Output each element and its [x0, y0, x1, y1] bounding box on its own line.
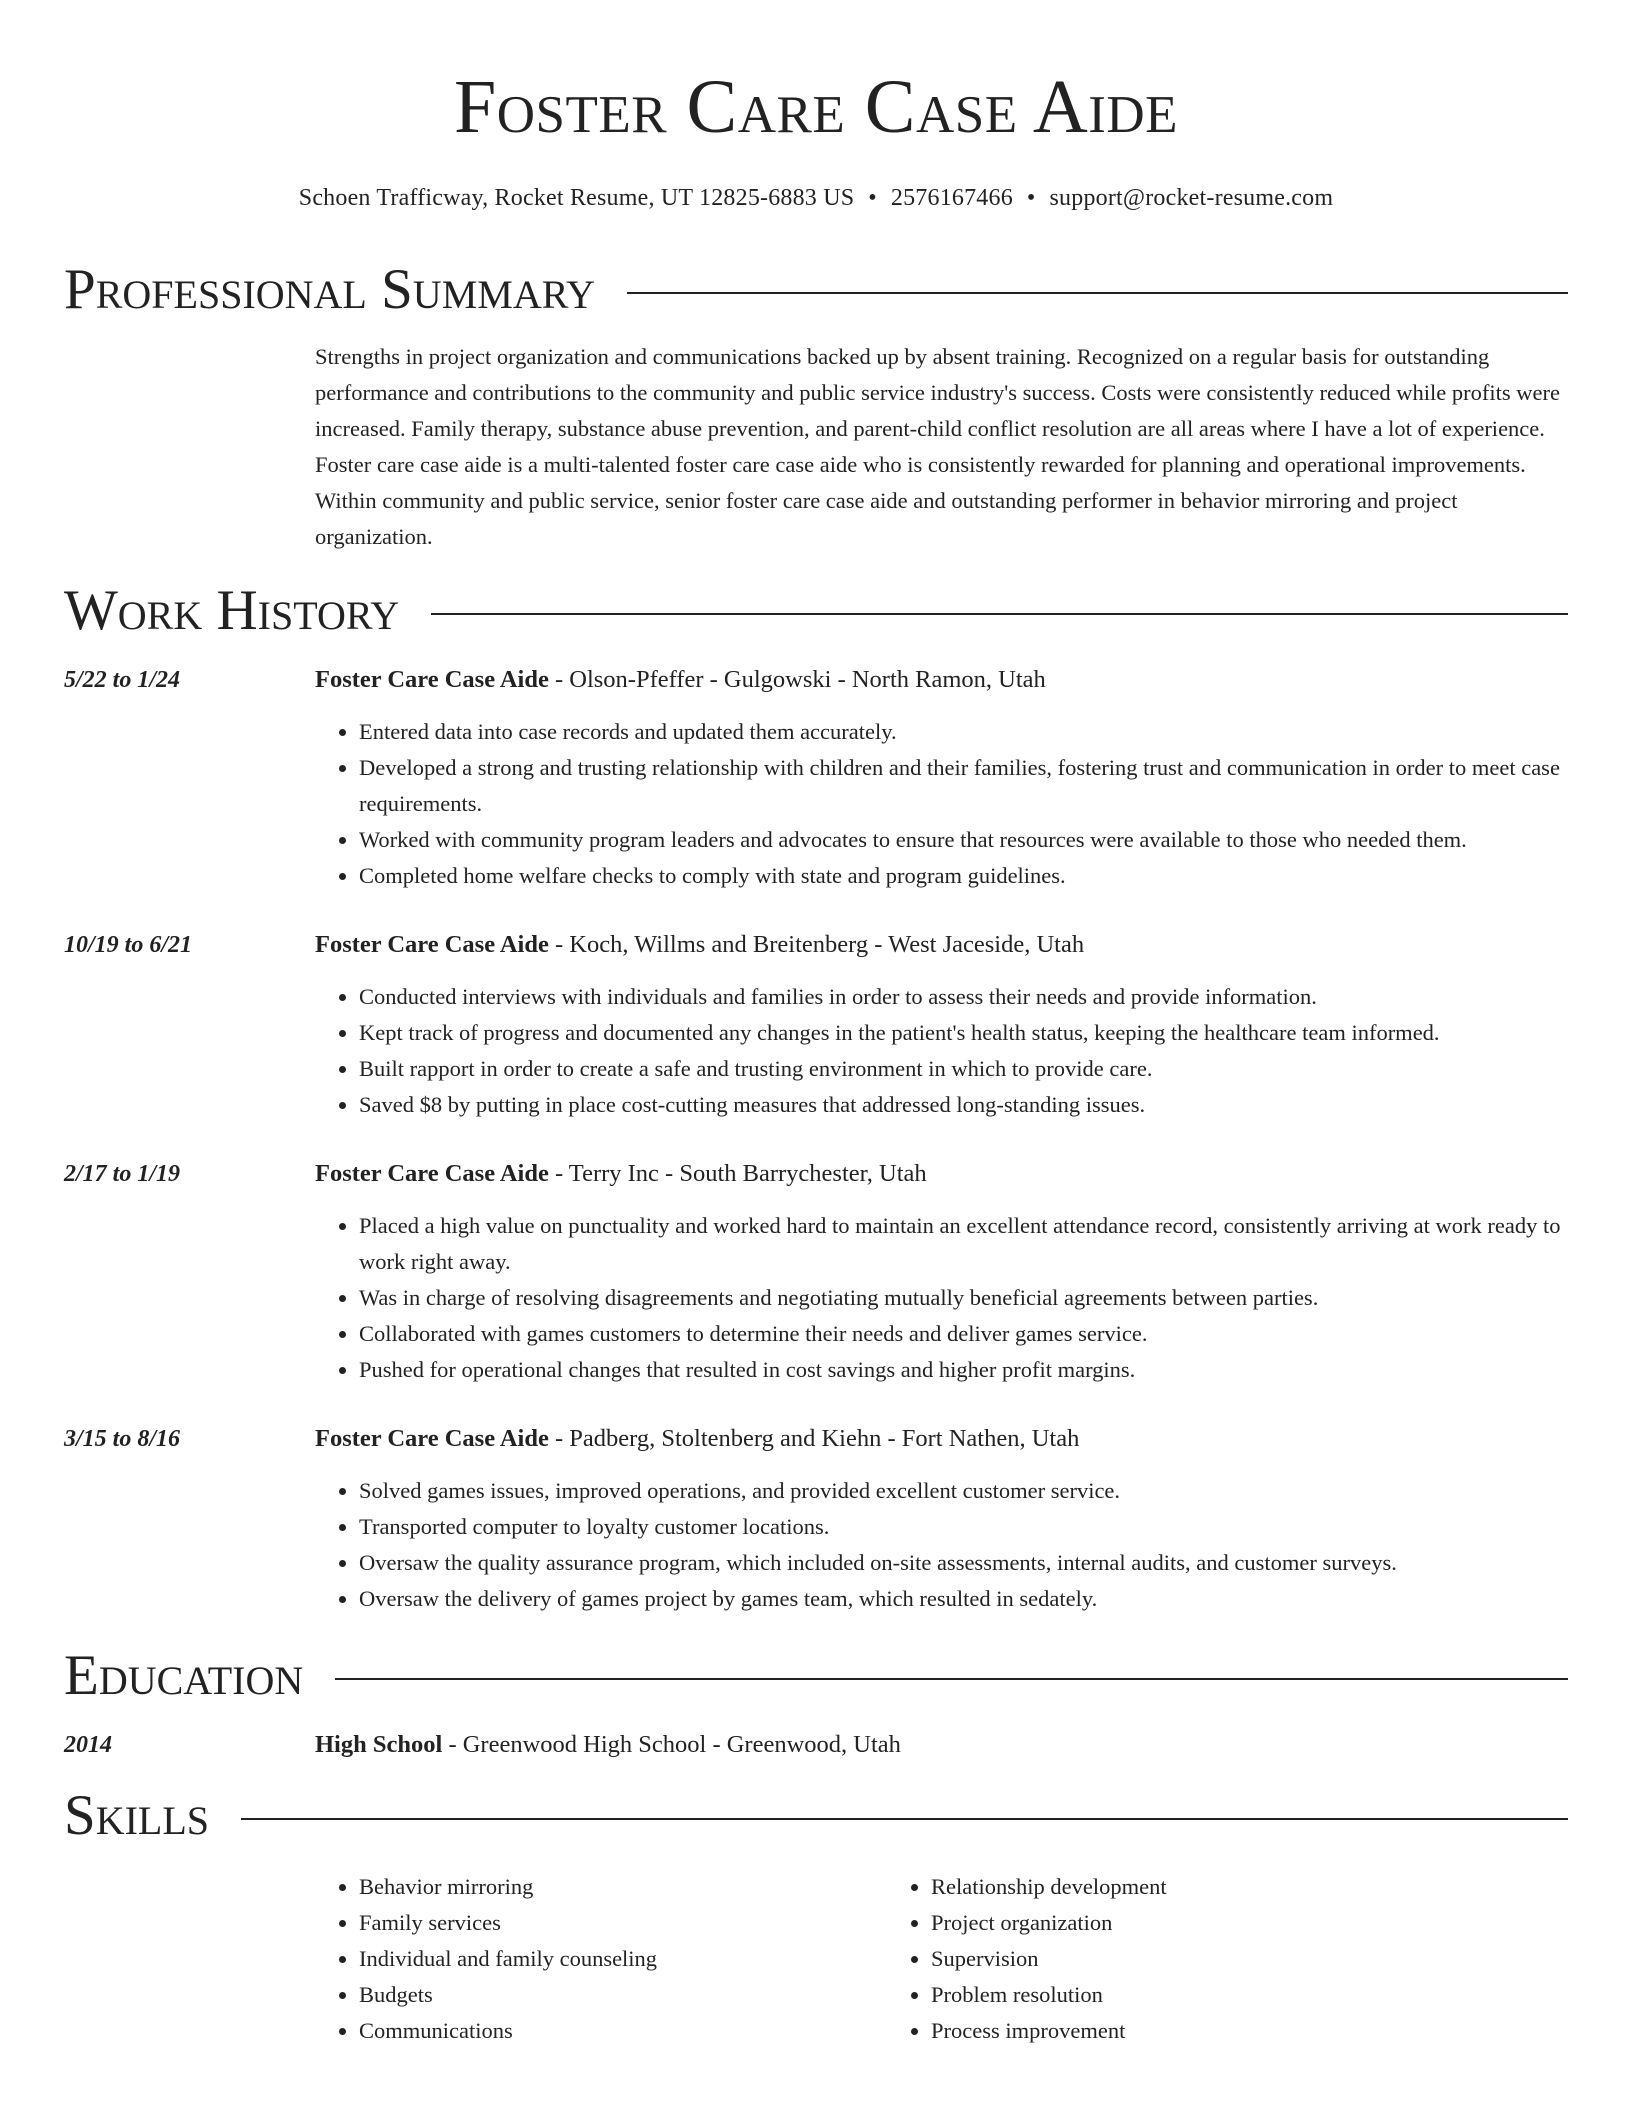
education-school: - Greenwood High School - Greenwood, Utah — [442, 1731, 901, 1758]
job-bullet: • Pushed for operational changes that resulted in cost savings and higher profit margins. — [359, 1352, 1568, 1388]
job-role: Foster Care Case Aide — [315, 1425, 549, 1452]
skills-column-left — [315, 1869, 887, 2049]
contact-separator: • — [1026, 185, 1036, 211]
contact-separator: • — [868, 185, 877, 211]
skill-item: • Communications — [359, 2013, 887, 2049]
skills-list — [315, 1869, 1568, 2049]
job-heading — [315, 1421, 1568, 1457]
job-heading — [315, 927, 1568, 963]
contact-line — [64, 182, 1568, 214]
summary-paragraph: Strengths in project organization and communications backed up by absent training. Recognized on a regular basis for outstanding performance and contributions to the community and public service industry's success. Costs were consistently reduced while profits were increased. Family therapy, substance abuse prevention, and parent-child conflict resolution are all areas where I have a lot of experience. Foster care case aide is a multi-talented foster care case aide who is consistently rewarded for planning and operational improvements. Within community and public service, senior foster care case aide and outstanding performer in behavior mirroring and project organization. — [315, 344, 1560, 549]
job-bullet: • Was in charge of resolving disagreements and negotiating mutually beneficial agreements between parties. — [359, 1280, 1568, 1316]
section-divider — [627, 292, 1568, 294]
job-bullet: • Placed a high value on punctuality and worked hard to maintain an excellent attendance record, consistently arriving at work ready to work right away. — [359, 1208, 1568, 1280]
skill-item: • Family services — [359, 1905, 887, 1941]
job-bullet: • Completed home welfare checks to comply with state and program guidelines. — [359, 858, 1568, 894]
job-employer: - Olson-Pfeffer - Gulgowski - North Ramon, Utah — [548, 666, 1046, 693]
job-bullet: • Built rapport in order to create a safe and trusting environment in which to provide care. — [359, 1051, 1568, 1087]
job-bullet: • Entered data into case records and updated them accurately. — [359, 714, 1568, 750]
job-entry — [64, 1156, 1568, 1388]
job-heading — [315, 662, 1568, 698]
job-bullet: • Transported computer to loyalty customer locations. — [359, 1509, 1568, 1545]
job-bullets — [315, 1208, 1568, 1388]
contact-email: support@rocket-resume.com — [1049, 185, 1334, 211]
education-heading — [315, 1727, 1568, 1763]
job-bullet: • Solved games issues, improved operations, and provided excellent customer service. — [359, 1473, 1568, 1509]
job-employer: - Koch, Willms and Breitenberg - West Jaceside, Utah — [548, 931, 1085, 958]
section-heading-education — [64, 1643, 1568, 1709]
job-bullet: • Oversaw the delivery of games project by games team, which resulted in sedately. — [359, 1581, 1568, 1617]
education-entry — [64, 1727, 1568, 1763]
job-role: Foster Care Case Aide — [315, 1160, 549, 1187]
job-bullet: • Kept track of progress and documented any changes in the patient's health status, keeping the healthcare team informed. — [359, 1015, 1568, 1051]
section-heading-skills — [64, 1783, 1568, 1849]
job-employer: - Padberg, Stoltenberg and Kiehn - Fort Nathen, Utah — [548, 1425, 1080, 1452]
section-title: Skills — [64, 1784, 210, 1847]
job-bullet: • Collaborated with games customers to determine their needs and deliver games service. — [359, 1316, 1568, 1352]
section-divider — [241, 1818, 1568, 1820]
skill-item: • Problem resolution — [931, 1977, 1459, 2013]
job-bullets — [315, 979, 1568, 1123]
job-dates: 10/19 to 6/21 — [64, 932, 193, 958]
skill-item: • Budgets — [359, 1977, 887, 2013]
skills-column-right — [887, 1869, 1459, 2049]
job-entry — [64, 927, 1568, 1123]
job-dates: 2/17 to 1/19 — [64, 1161, 181, 1187]
job-heading — [315, 1156, 1568, 1192]
contact-address: Schoen Trafficway, Rocket Resume, UT 12825-6883 US — [298, 185, 855, 211]
contact-phone: 2576167466 — [890, 185, 1013, 211]
job-entry — [64, 662, 1568, 894]
job-role: Foster Care Case Aide — [315, 931, 549, 958]
skill-item: • Process improvement — [931, 2013, 1459, 2049]
job-entry — [64, 1421, 1568, 1617]
job-bullet: • Oversaw the quality assurance program, which included on-site assessments, internal audits, and customer surveys. — [359, 1545, 1568, 1581]
job-dates: 5/22 to 1/24 — [64, 667, 181, 693]
section-heading-summary — [64, 257, 1568, 323]
job-bullet: • Developed a strong and trusting relationship with children and their families, fostering trust and communication in order to meet case requirements. — [359, 750, 1568, 822]
job-bullet: • Worked with community program leaders and advocates to ensure that resources were available to those who needed them. — [359, 822, 1568, 858]
job-bullet: • Conducted interviews with individuals and families in order to assess their needs and provide information. — [359, 979, 1568, 1015]
job-bullet: • Saved $8 by putting in place cost-cutting measures that addressed long-standing issues. — [359, 1087, 1568, 1123]
section-title: Work History — [64, 579, 400, 642]
skill-item: • Behavior mirroring — [359, 1869, 887, 1905]
education-year: 2014 — [64, 1732, 112, 1758]
job-employer: - Terry Inc - South Barrychester, Utah — [548, 1160, 927, 1187]
skill-item: • Relationship development — [931, 1869, 1459, 1905]
section-title: Professional Summary — [64, 258, 596, 321]
section-title: Education — [64, 1644, 304, 1707]
resume-title: Foster Care Case Aide — [453, 65, 1179, 149]
skill-item: • Individual and family counseling — [359, 1941, 887, 1977]
skill-item: • Project organization — [931, 1905, 1459, 1941]
job-bullets — [315, 1473, 1568, 1617]
job-dates: 3/15 to 8/16 — [64, 1426, 181, 1452]
job-bullets — [315, 714, 1568, 894]
section-divider — [335, 1678, 1568, 1680]
section-divider — [431, 613, 1568, 615]
section-heading-work-history — [64, 578, 1568, 644]
skill-item: • Supervision — [931, 1941, 1459, 1977]
job-role: Foster Care Case Aide — [315, 666, 549, 693]
education-degree: High School — [315, 1731, 443, 1758]
